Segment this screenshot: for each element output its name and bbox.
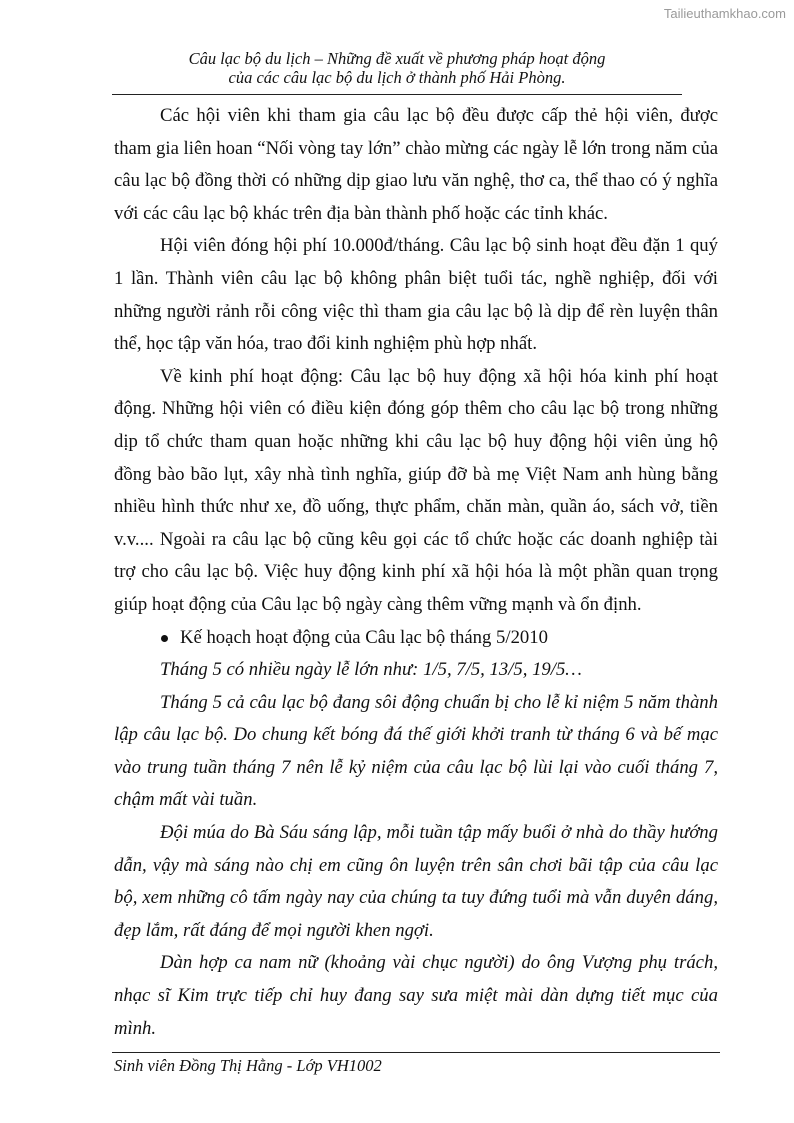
header-line-1: Câu lạc bộ du lịch – Những đề xuất về phương pháp hoạt động	[188, 49, 606, 68]
page-header	[112, 49, 682, 87]
footer-divider	[112, 1052, 720, 1053]
paragraph-membership: Các hội viên khi tham gia câu lạc bộ đều được cấp thẻ hội viên, được tham gia liên hoan “Nối vòng tay lớn” chào mừng các ngày lễ lớn trong năm của câu lạc bộ đồng thời có những dịp giao lưu văn nghệ, thơ ca, thể thao có ý nghĩa với các câu lạc bộ khác trên địa bàn thành phố hoặc các tỉnh khác.	[114, 105, 718, 224]
italic-paragraph-choir: Dàn hợp ca nam nữ (khoảng vài chục người) do ông Vượng phụ trách, nhạc sĩ Kim trực tiếp chỉ huy đang say sưa miệt mài dàn dựng tiết mục của mình.	[114, 952, 718, 1039]
document-body	[114, 100, 718, 1045]
bullet-text: Kế hoạch hoạt động của Câu lạc bộ tháng 5/2010	[180, 626, 548, 648]
watermark-text: Tailieuthamkhao.com	[663, 6, 786, 21]
italic-paragraph-holidays: Tháng 5 có nhiều ngày lễ lớn như: 1/5, 7/5, 13/5, 19/5…	[160, 659, 582, 681]
italic-paragraph-dance-team: Đội múa do Bà Sáu sáng lập, mỗi tuần tập mấy buổi ở nhà do thầy hướng dẫn, vậy mà sáng nào chị em cũng ôn luyện trên sân chơi bãi tập của câu lạc bộ, xem những cô tấm ngày nay của chúng ta tuy đứng tuổi mà vẫn duyên dáng, đẹp lắm, rất đáng để mọi người khen ngợi.	[114, 822, 718, 941]
page-footer: Sinh viên Đồng Thị Hằng - Lớp VH1002	[114, 1056, 382, 1075]
header-divider	[112, 94, 682, 95]
italic-paragraph-anniversary: Tháng 5 cả câu lạc bộ đang sôi động chuẩn bị cho lễ kỉ niệm 5 năm thành lập câu lạc bộ. Do chung kết bóng đá thế giới khởi tranh từ tháng 6 và bế mạc vào trung tuần tháng 7 nên lễ kỷ niệm của câu lạc bộ lùi lại vào cuối tháng 7, chậm mất vài tuần.	[114, 691, 718, 811]
paragraph-funding: Về kinh phí hoạt động: Câu lạc bộ huy động xã hội hóa kinh phí hoạt động. Những hội viên có điều kiện đóng góp thêm cho câu lạc bộ trong những dịp tổ chức tham quan hoặc những khi câu lạc bộ huy động hội viên ủng hộ đồng bào bão lụt, xây nhà tình nghĩa, giúp đỡ bà mẹ Việt Nam anh hùng bằng nhiều hình thức như xe, đồ uống, thực phẩm, chăn màn, quần áo, sách vở, tiền v.v.... Ngoài ra câu lạc bộ cũng kêu gọi các tổ chức hoặc các doanh nghiệp tài trợ cho câu lạc bộ. Việc huy động kinh phí xã hội hóa là một phần quan trọng giúp hoạt động của Câu lạc bộ ngày càng thêm vững mạnh và ổn định.	[114, 365, 718, 615]
bullet-item-plan	[114, 622, 718, 655]
paragraph-fees: Hội viên đóng hội phí 10.000đ/tháng. Câu lạc bộ sinh hoạt đều đặn 1 quý 1 lần. Thành viên câu lạc bộ không phân biệt tuổi tác, nghề nghiệp, đối với những người rảnh rỗi công việc thì tham gia câu lạc bộ là dịp để rèn luyện thân thể, học tập văn hóa, trao đổi kinh nghiệm phù hợp nhất.	[114, 235, 718, 355]
bullet-dot-icon	[161, 635, 168, 642]
header-line-2: của các câu lạc bộ du lịch ở thành phố Hải Phòng.	[228, 68, 566, 87]
